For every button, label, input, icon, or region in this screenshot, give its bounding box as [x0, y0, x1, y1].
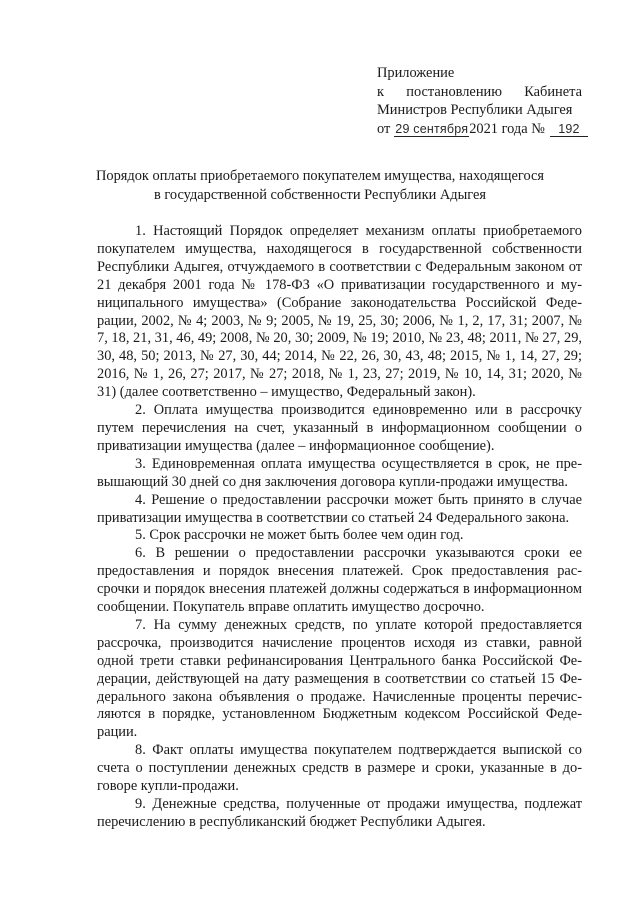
annex-word-resolution: постановлению	[406, 83, 502, 100]
paragraph-3: 3. Единовременная оплата имущества осуществляется в срок, не превышающий 30 дней со дня заключения договора купли-продажи имущества.	[97, 455, 582, 490]
paragraph-2: 2. Оплата имущества производится единовременно или в рассрочку путем перечисления на счет, указанный в информационном сообщении о приватизации имущества (далее – информационное сообщение).	[97, 402, 582, 454]
paragraph-8: 8. Факт оплаты имущества покупателем подтверждается выпиской со счета о поступлении денежных средств в размере и сроки, указанные в договоре купли-продажи.	[97, 742, 582, 795]
annex-word-cabinet: Кабинета	[524, 83, 582, 100]
annex-ministers-line: Министров Республики Адыгея	[377, 102, 573, 118]
annex-word-k: к	[377, 83, 384, 100]
handwritten-date: 29 сентября	[395, 121, 469, 136]
paragraph-6: 6. В решении о предоставлении рассрочки указываются сроки ее предоставления и порядок внесения платежей. Срок предоставления рассрочки и порядок внесения платежей должны содержаться в информационном сообщении. Покупатель вправе оплатить имущество досрочно.	[97, 545, 582, 616]
date-prefix: от	[377, 120, 391, 137]
document-body	[97, 223, 582, 832]
title-line-1: Порядок оплаты приобретаемого покупателем имущества, находящегося	[96, 168, 544, 184]
title-line-2: в государственной собственности Республики Адыгея	[153, 186, 487, 203]
annex-resolution-line	[377, 83, 582, 102]
date-year: 2021 года №	[469, 120, 545, 137]
annex-label: Приложение	[377, 65, 455, 81]
paragraph-4: 4. Решение о предоставлении рассрочки может быть принято в случае приватизации имущества в соответствии со статьей 24 Федерального закона.	[97, 491, 582, 526]
paragraph-5: 5. Срок рассрочки не может быть более чем один год.	[135, 527, 464, 544]
document-title	[90, 167, 550, 204]
annex-date-line	[377, 120, 582, 139]
handwritten-number: 192	[550, 122, 588, 137]
paragraph-1: 1. Настоящий Порядок определяет механизм оплаты приобретаемого покупателем имущества, находящегося в государственной собственности Республики Адыгея, отчуждаемого в соответствии с Федеральным законом от 21 декабря 2001 года № 178-ФЗ «О приватизации государственного и муниципального имущества» (Собрание законодательства Российской Федерации, 2002, № 4; 2003, № 9; 2005, № 19, 25, 30; 2006, № 1, 2, 17, 31; 2007, № 7, 18, 21, 31, 46, 49; 2008, № 20, 30; 2009, № 19; 2010, № 23, 48; 2011, № 27, 29, 30, 48, 50; 2013, № 27, 30, 44; 2014, № 22, 26, 30, 43, 48; 2015, № 1, 14, 27, 29; 2016, № 1, 26, 27; 2017, № 27; 2018, № 1, 23, 27; 2019, № 10, 14, 31; 2020, № 31) (далее соответственно – имущество, Федеральный закон).	[97, 223, 582, 401]
paragraph-9: 9. Денежные средства, полученные от продажи имущества, подлежат перечислению в республиканский бюджет Республики Адыгея.	[97, 796, 582, 830]
annex-header	[377, 64, 582, 138]
paragraph-7: 7. На сумму денежных средств, по уплате которой предоставляется рассрочка, производится начисление процентов исходя из ставки, равной одной трети ставки рефинансирования Центрального банка Российской Федерации, действующей на дату размещения в соответствии со статьей 15 Федерального закона объявления о продаже. Начисленные проценты перечисляются в порядке, установленном Бюджетным кодексом Российской Федерации.	[97, 616, 582, 741]
